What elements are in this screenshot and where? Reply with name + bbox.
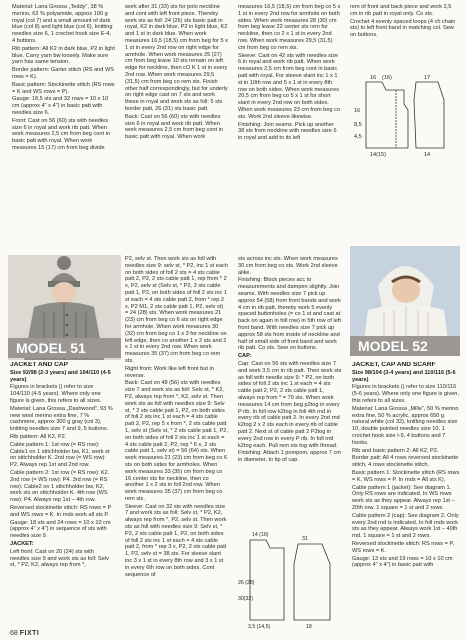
- paragraph: Rib pattern: All K2, P2.: [10, 433, 67, 440]
- dim-label: 18: [306, 624, 312, 630]
- paragraph: Gauge: 18,5 sts and 32 rows = 10 x 10 cm (approx 4" x 4") in basic patt with needles size 6.: [12, 96, 109, 116]
- model-label: MODEL 52: [358, 338, 428, 354]
- paragraph: Reversed stockinette stitch: RS rows = P and WS rows = K. In rnds work all sts P.: [10, 504, 112, 518]
- page-footer: [10, 630, 39, 637]
- paragraph: measures 16,5 (18,5) cm from beg co 5 x 1 st in every 2nd row for armhole on both sides. When work measures 28 (30) cm from beg leave 22 center sts rem for neckline, then co 2 x 1 st in every 2nd row. When work measures 29,5 (31,5) cm from beg co rem sts.: [238, 4, 341, 51]
- paragraph: Rib pattern: All K2 in dark blue, P2 in light blue. Carry yarn bw loosely. Make sure yarn has same tension.: [12, 45, 115, 66]
- size-line: Size 92/98 (2-3 years) and 104/110 (4-5 years): [10, 369, 111, 383]
- top-left-column: [12, 4, 115, 250]
- top-right-column-b: [350, 4, 458, 44]
- paragraph: Basic pattern 1: Stockinette stitch (RS rows = K, WS rows = P. In rnds = All sts K).: [352, 469, 460, 483]
- paragraph: Material: Lana Grossa „Dashwood", 93 % new wool merino extra fine, 7 % cashmere, approx 300 g gray (col 3), knitting needles size 7 and 9, 5 buttons.: [10, 405, 113, 433]
- dim-label: 14: [424, 152, 431, 158]
- paragraph: rem of front and back piece and work 2,5 cm in rib patt in royal only. Co sts.: [350, 4, 452, 17]
- jacket-cap-schematic-diagram: [238, 524, 346, 634]
- jacket-and-cap-column: [10, 362, 114, 630]
- paragraph: Crochet 4 evenly spaced loops (4 ch chain sts) to left front band in matching col. Sew on buttons.: [350, 18, 456, 39]
- paragraph: Border pattern: Garter stitch (RS and WS rows = K).: [12, 67, 114, 80]
- paragraph: Finishing: Join seams. Pick up another 38 sts from neckline with needles size 6 in royal and add to its left: [238, 121, 337, 142]
- paragraph: Figures in brackets () refer to size 104/110 (4-5 years). Where only one figure is given, this refers to all sizes.: [10, 384, 102, 404]
- dim-label: 26 (28): [238, 580, 255, 586]
- dim-label: (16): [382, 75, 392, 81]
- paragraph: Cap: Cast on 56 sts with needles size 7 and work 3,5 cm in rib patt. Then work sts as foll with needle size 9: * P2, on both sides of foll 2 sts inc 1 st each = 4 sts cable patt 2, P2, 2 sts cable patt 1, always rep from * = 70 sts. When work measures 14 cm from beg p2tog in every P rib. In foll row k2tog in foll 4th rnd in every rib of cable patt 2. In every 2nd rnd k2tog 2 x 2 sts each in every rib of cable patt 2. Next st of cable patt 2 P2tog in every 2nd row in every P rib. In foll rnd k2tog each. Pull rem sts tog with thread.: [238, 360, 342, 449]
- paragraph: Left front: Cast on 20 (24) sts with needles size 9 and work sts as foll: Selv st, * P2, K2, always rep from *,: [10, 548, 109, 569]
- paragraph: Basic pattern: Stockinette stitch (RS rows = K and WS rows = P).: [12, 81, 115, 95]
- section-heading: JACKET, CAP AND SCARF: [352, 362, 436, 368]
- paragraph: Back: Cast on 56 (60) sts with needles size 6 in royal and work rib patt. When work measures 2,5 cm from beg cont in basic patt with royal. When work: [125, 113, 223, 141]
- dim-label: 3,5 (14,5): [248, 624, 271, 630]
- dim-label: 16: [370, 75, 377, 81]
- paragraph: Cable pattern 1 (jacket): See diagram 1. Only RS rows are indicated. In WS rows work sts as they appear. Always rep 1st – 20th row. 1 square = 1 st and 2 rows.: [352, 484, 455, 511]
- paragraph: Gauge: 13 sts and 19 rows = 10 x 10 cm (approx 4" x 4") in basic patt with: [352, 555, 453, 569]
- paragraph: Rib and basic pattern 2: All K2, P2.: [352, 447, 439, 454]
- dim-label: 14 (16): [252, 532, 269, 538]
- top-mid-column: [125, 4, 228, 250]
- section-heading: JACKET AND CAP: [10, 362, 69, 368]
- paragraph: Gauge: 18 sts and 24 rows = 10 x 10 cm (approx 4" x 4") in sequence of sts with needles size 9.: [10, 519, 111, 540]
- paragraph: sts across inc sts. When work measures 30 cm from beg co sts. Work 2nd sleeve alike.: [238, 256, 338, 276]
- model-label: MODEL 51: [16, 340, 86, 356]
- model-51-band: [8, 338, 121, 358]
- paragraph: Sleeve: Cast on 42 sts with needles size 6 in royal and work rib patt. When work measures 2,5 cm from beg cont in basic patt with royal. For sleeve slant inc 1 x 1 st in 10th row and 5 x 1 st in every 8th row on both sides. When work measures 20,5 cm from beg co 5 x 1 st for short slant in every 2nd row on both sides. When work measures 23 cm from beg co sts. Work 2nd sleeve likewise.: [238, 52, 340, 120]
- page-number: 68: [10, 630, 18, 637]
- paragraph: Cable pattern 2: 1st row (= RS row): K2. 2nd row (= WS row): P4. 3rd row (= RS row): Cable2 on 1 stitchholder bw, K2, work sts on stitchholder K. 4th row (WS row): P4. Always rep 1st – 4th row.: [10, 469, 110, 504]
- magazine-brand: FIXTI: [19, 630, 40, 637]
- model-52-band: [350, 336, 460, 356]
- right-column: [238, 256, 342, 522]
- paragraph: JACKET:: [10, 540, 34, 547]
- paragraph: Cable pattern 1: 1st row (= RS row): Cable1 on 1 stitchholder bw, K1, work st on stitchholder K. 2nd row (= WS row): P2. Always rep 1st and 2nd row.: [10, 441, 110, 469]
- dim-label: 30(32): [238, 596, 253, 602]
- paragraph: Finishing: Attach 1 pompom, approx 7 cm in diameter, to tip of cap.: [238, 450, 341, 464]
- paragraph: CAP:: [238, 353, 252, 360]
- paragraph: P2, selv st. Then work sts as foll with needles size 9: selv st, * P2, inc 1 st each on both sides of foll 2 sts = 4 sts cable patt 2, P2, 2 sts cable patt 1, rep from * 2 x, P2, selv st (Selv st, * P2, 2 sts cable patt 1, P2, on both sides of foll 2 sts inc 1 st each = 4 sts cable patt 2, from * rep 2 x, P2 M1, 2 sts cable patt 1, P2, selv st) = 24 (28) sts. When work measures 21 (23) cm from beg co 6 sts on right edge for armhole. When work measures 30 (32) cm from beg co 1 x 3 for neckline on left edge, then co another 1 x 2 sts and 2 x 1 st in every 2nd row. When work measures 35 (37) cm from beg co rem sts.: [125, 256, 228, 364]
- paragraph: Reversed stockinette stitch: RS rows = P, WS rows = K.: [352, 540, 455, 554]
- size-line: Size 98/104 (3-4 years) and 110/116 (5-6 years): [352, 369, 456, 383]
- paragraph: Border patt: All 4 rows reversed stockinette stitch, 4 rows stockinette stitch.: [352, 455, 459, 469]
- paragraph: work after 31 (33) sts for polo neckline and cont with left front piece. Thereby work sts as foll: 24 (26) sts basic patt in royal, K2 in dark blue, P2 in light blue, K2 and 1 st in dark blue. When work measures 16,5 (18,5) cm from beg for 5 x 1 st in every 2nd row on right edge for armhole. When work measures 25 (27) cm from beg leave 10 sts remain on left edge for neckline, then cO K 1 st in every 2nd row. When work measures 29,5 (31,5) cm from beg co rem sts. Finish other half correspondingly, but for underly on right edge cast on 7 sts and work these in royal and work sts as foll: 5 sts border patt, 26 (31) sts basic patt.: [125, 4, 228, 112]
- jacket-cap-scarf-column: [352, 362, 460, 632]
- dim-label: 14(15): [370, 152, 386, 158]
- dim-label: 31: [302, 536, 308, 542]
- paragraph: Finishing: Block pieces acc to measurements and dampen slightly. Join seams. With needles size 7 pick up approx 54 (58) from front bands and work 4 cm in rib patt, thereby work 5 evenly spaced buttonholes (= co 1 st and cast at back on again in foll row) in 5th row of left front band. With needles size 7 pick up approx 58 sts from inside of neckline and half of small side of front band and work rib patt. Co sts. Sew on buttons.: [238, 277, 341, 352]
- paragraph: Sleeve: Cast on 32 sts with needles size 7 and work sts as foll: Selv st, * P2, K2, always rep from *, P2, selv st. Then work sts as foll with needles size 9: Selv st, * P2, 2 sts cable patt 1, P2, on both sides of foll 2 sts inc 1 st each = 4 sts cable patt 2, from * rep 3 x, P2, 2 sts cable patt 1, P2, selv st = 38 sts. For sleeve slant inc 3 x 1 st in every 8th row and 3 x 1 st in every 6th row on both sides. Cont sequence of: [125, 503, 227, 578]
- paragraph: Material: Lana Grossa „Mille", 50 % merino extra fine, 50 % acrylic, approx 650 g natural white (col 32), knitting needles size 10, double pointed needles size 10, 1 crochet hook size I-9, 4 buttons and 7 hooks.: [352, 405, 459, 446]
- paragraph: Back: Cast on 48 (56) sts with needles size 7 and work sts as foll: Selv st, * K2, P2, always rep from *, K2, selv st. Then work sts as foll with needles size 9: Selv st, * 2 sts cable patt 1, P2, on both sides of foll 2 sts inc 1 st each = 4 sts cable patt 2, P2, rep 5 x from *, 2 sts cable patt 1, selv st (Selv st, * 2 sts cable patt 1, P2, on both sides of foll 2 sts inc 1 st each = 4 sts cable patt 2, P2, rep * 6 x, 2 sts cable patt 1, selv st) = 56 (64) sts. When work measures 21 (23) cm from beg co 6 sts on both sides for armholes. When work measures 33 (35) cm from beg co 16 center sts for neckline, then co another 1 x 2 sts in foll 2nd row. When work measures 35 (37) cm from beg co rem sts.: [125, 380, 228, 502]
- dim-label: 8,5: [354, 122, 362, 128]
- paragraph: Front: Cast on 56 (60) sts with needles size 6 in royal and work rib patt. When work measures 2,5 cm from beg cont in basic patt with royal. When work measures 15 (17) cm from beg divide: [12, 117, 110, 151]
- dim-label: 4,5: [354, 134, 362, 140]
- dim-label: 17: [424, 75, 431, 81]
- jacket-schematic-diagram: [352, 52, 460, 242]
- paragraph: Right front: Work like left front but in reverse.: [125, 365, 214, 379]
- paragraph: Material: Lana Grossa „Teddy", 38 % merino, 62 % polyamide, approx 100 g royal (col 7) and a small amount of dark blue (col 8) and light blue (col 6), knitting needles size 6, 1 crochet hook size E-4, 4 buttons.: [12, 4, 113, 44]
- top-right-column-a: [238, 4, 341, 250]
- dim-label: 16: [354, 108, 361, 114]
- paragraph: Cable pattern 2 (cap): See diagram 2. Only every 2nd rnd is indicated. In foll rnds work sts as they appear. Always work 1st – 40th rnd. 1 square = 1 st and 2 rows.: [352, 512, 459, 540]
- mid-column: [125, 256, 228, 632]
- paragraph: Figures in brackets () refer to size 110/116 (5-6 years). Where only one figure is given, this refers to all sizes.: [352, 384, 459, 404]
